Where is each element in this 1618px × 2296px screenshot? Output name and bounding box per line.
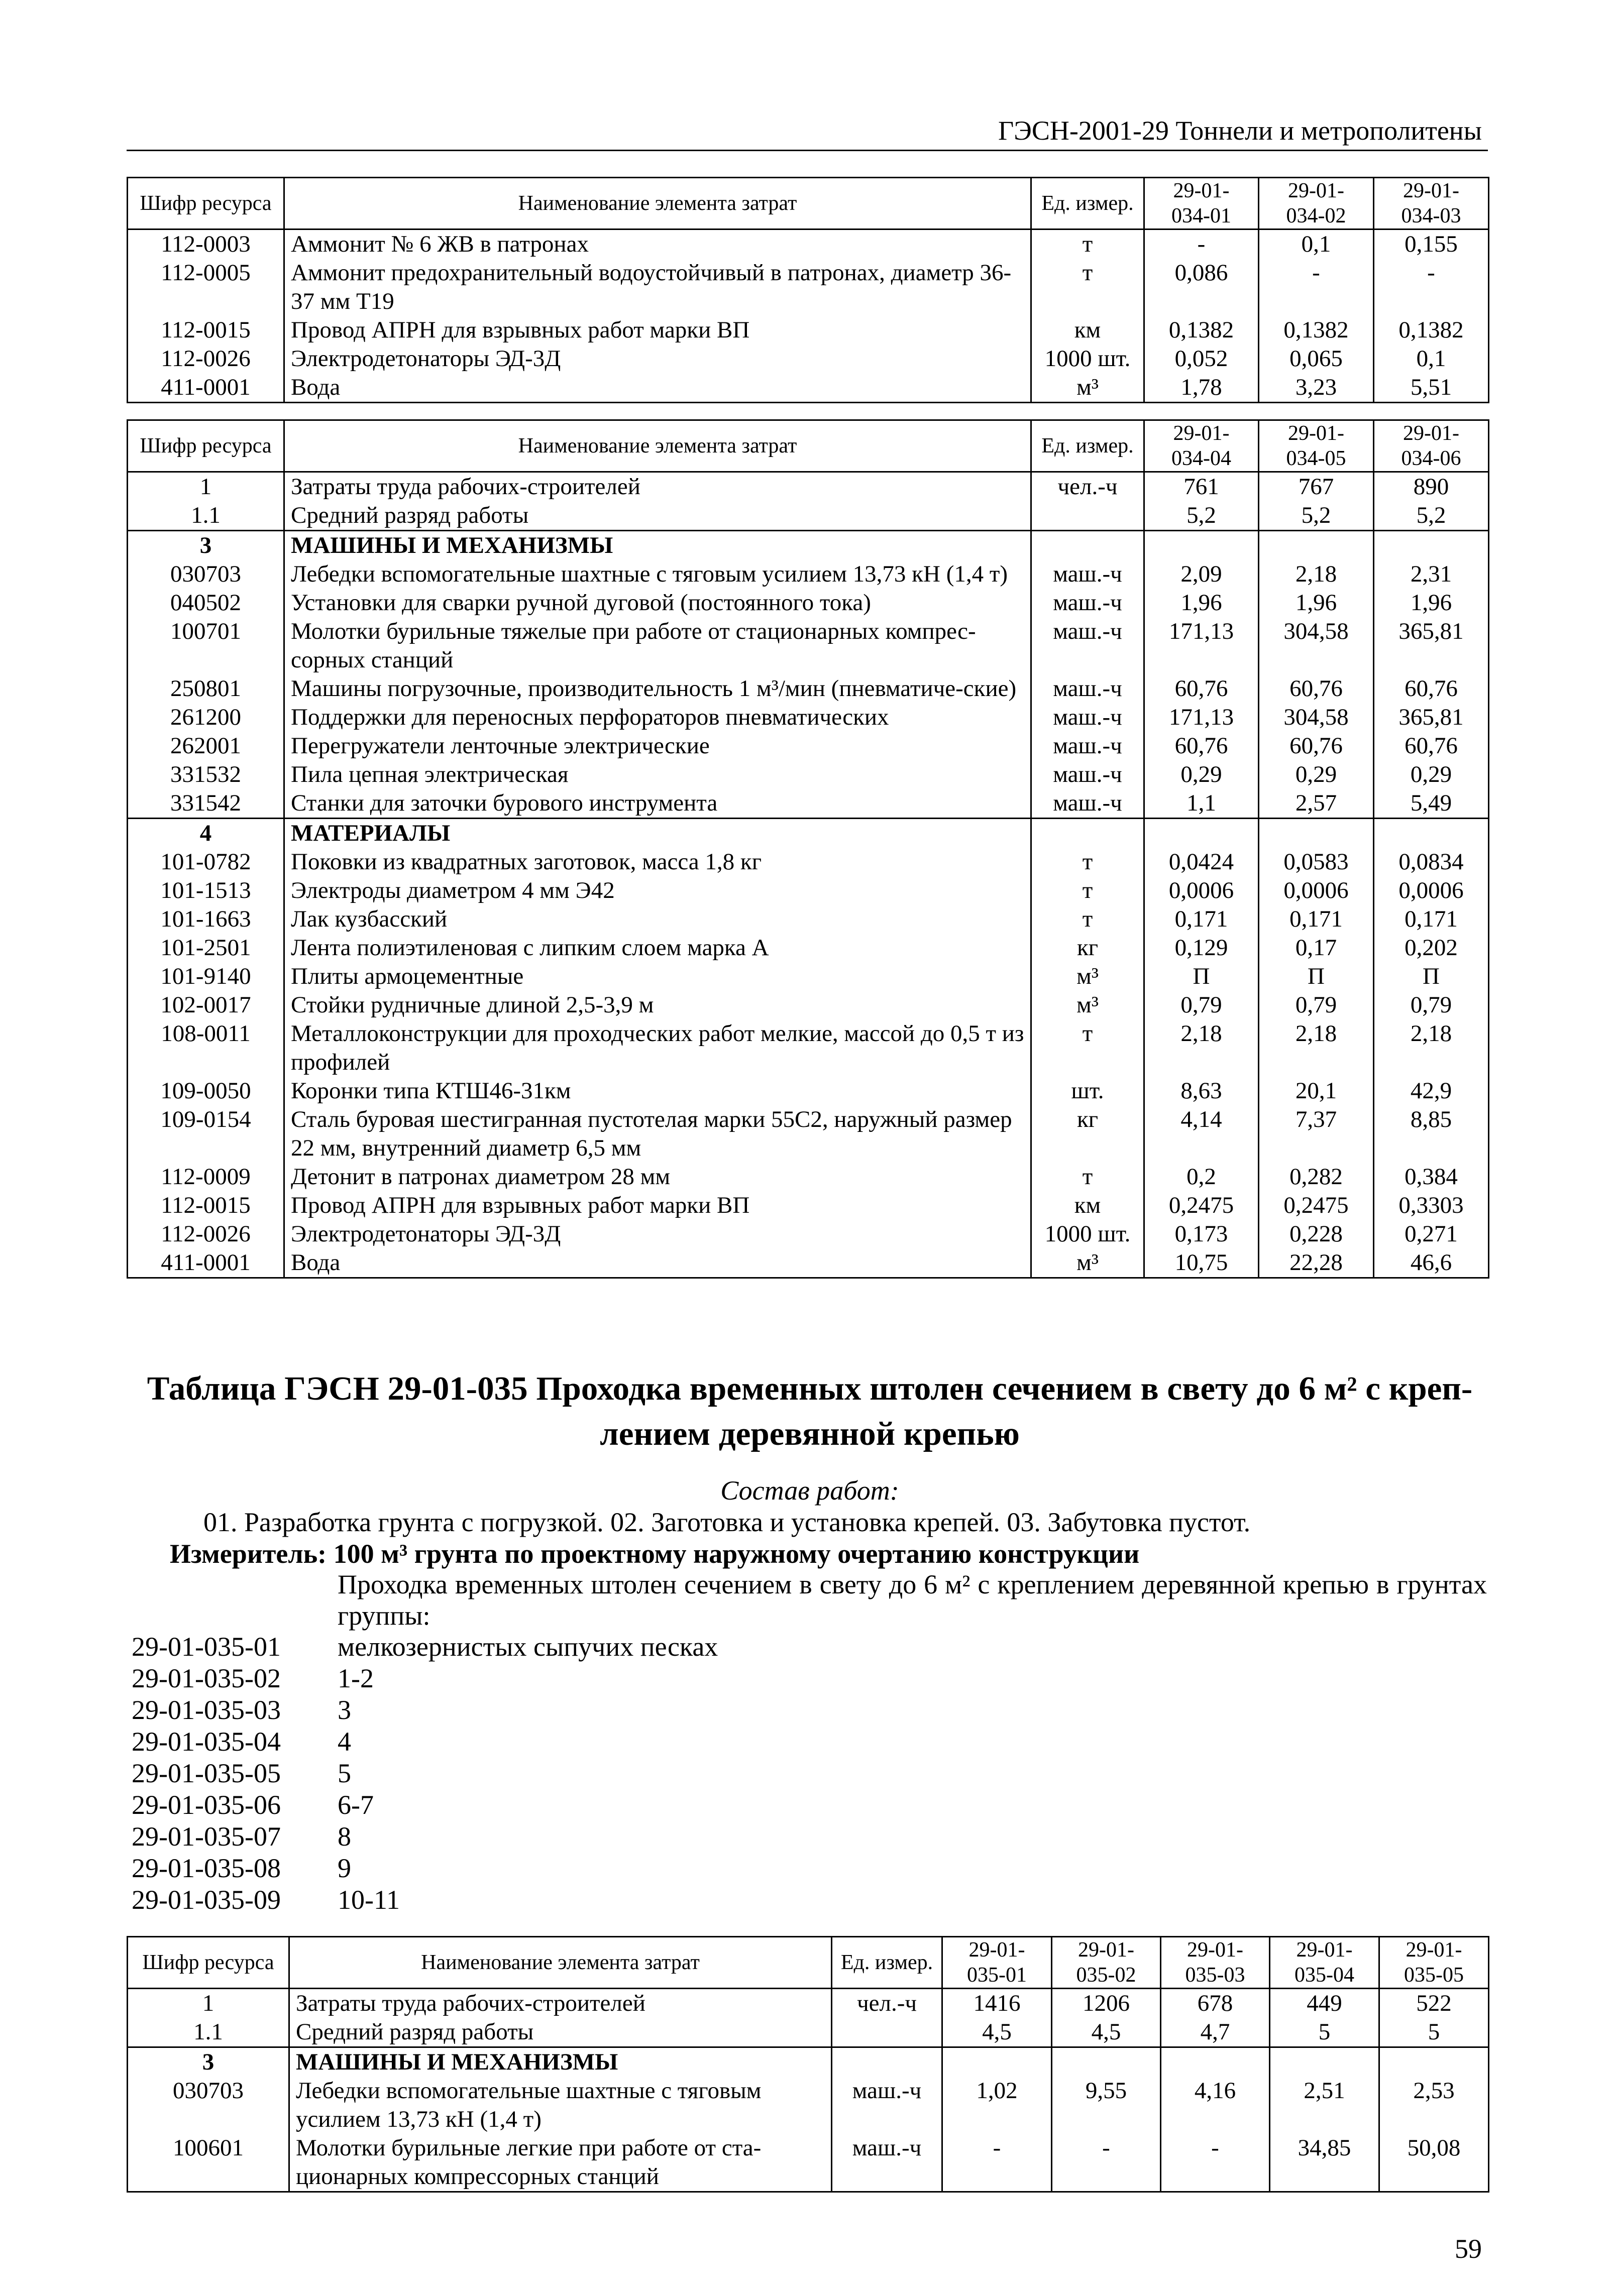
header-name: Наименование элемента затрат (284, 178, 1031, 229)
table-row: 112-0015 Провод АПРН для взрывных работ марки ВП км 0,2475 0,2475 0,3303 (128, 1191, 1489, 1220)
header-col: 29-01- 035-02 (1052, 1937, 1161, 1989)
table-row: 262001 Перегружатели ленточные электрические маш.-ч 60,76 60,76 60,76 (128, 732, 1489, 760)
header-col: 29-01- 035-03 (1161, 1937, 1270, 1989)
resource-table-034-b (127, 419, 1489, 1279)
table-row: 112-0026 Электродетонаторы ЭД-3Д 1000 шт. 0,173 0,228 0,271 (128, 1220, 1489, 1248)
table-row: 030703 Лебедки вспомогательные шахтные с тяговым усилием 13,73 кН (1,4 т) маш.-ч 1,02 9,55 4,16 2,51 2,53 (128, 2077, 1489, 2134)
table-row: 040502 Установки для сварки ручной дуговой (постоянного тока) маш.-ч 1,96 1,96 1,96 (128, 589, 1489, 617)
header-col: 29-01- 035-04 (1270, 1937, 1379, 1989)
header-rule (127, 150, 1488, 151)
table-row: 411-0001 Вода м³ 10,75 22,28 46,6 (128, 1248, 1489, 1278)
section-row-materials: 4 МАТЕРИАЛЫ (128, 819, 1489, 848)
resource-table-035 (127, 1936, 1489, 2193)
table-row: 100601 Молотки бурильные легкие при работе от ста-ционарных компрессорных станций маш.-ч - - - 34,85 50,08 (128, 2134, 1489, 2192)
section-row-machines: 3 МАШИНЫ И МЕХАНИЗМЫ (128, 2047, 1489, 2077)
header-col: 29-01- 034-01 (1144, 178, 1259, 229)
header-col: 29-01- 034-02 (1259, 178, 1374, 229)
table-row: 102-0017 Стойки рудничные длиной 2,5-3,9 м м³ 0,79 0,79 0,79 (128, 991, 1489, 1019)
header-unit: Ед. измер. (832, 1937, 942, 1989)
header-col: 29-01- 034-05 (1259, 420, 1374, 472)
variant-row: 29-01-035-04 4 (132, 1727, 351, 1757)
header-col: 29-01- 034-04 (1144, 420, 1259, 472)
table-row: 1.1 Средний разряд работы 5,2 5,2 5,2 (128, 501, 1489, 531)
variant-row: 29-01-035-06 6-7 (132, 1790, 374, 1820)
table-row: 411-0001 Вода м³ 1,78 3,23 5,51 (128, 373, 1489, 403)
table-row: 101-2501 Лента полиэтиленовая с липким слоем марка А кг 0,129 0,17 0,202 (128, 934, 1489, 962)
table-row: 030703 Лебедки вспомогательные шахтные с тяговым усилием 13,73 кН (1,4 т) маш.-ч 2,09 2,18 2,31 (128, 560, 1489, 589)
table-row: 101-0782 Поковки из квадратных заготовок, масса 1,8 кг т 0,0424 0,0583 0,0834 (128, 848, 1489, 876)
table-row: 100701 Молотки бурильные тяжелые при работе от стационарных компрес-сорных станций маш.-ч 171,13 304,58 365,81 (128, 617, 1489, 674)
meter-line (170, 1537, 1486, 1570)
table-row: 112-0026 Электродетонаторы ЭД-3Д 1000 шт. 0,052 0,065 0,1 (128, 345, 1489, 373)
table-row: 112-0015 Провод АПРН для взрывных работ марки ВП км 0,1382 0,1382 0,1382 (128, 316, 1489, 345)
variant-row: 29-01-035-05 5 (132, 1758, 351, 1788)
table-row: 250801 Машины погрузочные, производительность 1 м³/мин (пневматиче-ские) маш.-ч 60,76 60,76 60,76 (128, 674, 1489, 703)
header-unit: Ед. измер. (1031, 420, 1144, 472)
table-row: 1 Затраты труда рабочих-строителей чел.-ч 761 767 890 (128, 472, 1489, 502)
variant-row: 29-01-035-03 3 (132, 1695, 351, 1725)
table-row: 1.1 Средний разряд работы 4,5 4,5 4,7 5 5 (128, 2018, 1489, 2047)
meter-value: 100 м³ грунта по проектному наружному очертанию конструкции (333, 1539, 1140, 1569)
table-row: 331532 Пила цепная электрическая маш.-ч 0,29 0,29 0,29 (128, 760, 1489, 789)
header-unit: Ед. измер. (1031, 178, 1144, 229)
table-row: 112-0009 Детонит в патронах диаметром 28 мм т 0,2 0,282 0,384 (128, 1163, 1489, 1191)
header-col: 29-01- 035-05 (1379, 1937, 1489, 1989)
variants-intro: Проходка временных штолен сечением в свету до 6 м² с креплением деревянной крепью в грунтах группы: (338, 1569, 1487, 1631)
table-caption: Таблица ГЭСН 29-01-035 Проходка временных штолен сечением в свету до 6 м² с креп-лением деревянной крепью (147, 1370, 1473, 1452)
running-header: ГЭСН-2001-29 Тоннели и метрополитены (998, 116, 1482, 146)
table-row: 112-0003 Аммонит № 6 ЖВ в патронах т - 0,1 0,155 (128, 229, 1489, 259)
variant-row: 29-01-035-02 1-2 (132, 1663, 374, 1693)
header-code: Шифр ресурса (128, 420, 284, 472)
table-row: 109-0154 Сталь буровая шестигранная пустотелая марки 55С2, наружный размер 22 мм, внутренний диаметр 6,5 мм кг 4,14 7,37 8,85 (128, 1105, 1489, 1163)
table-row: 112-0005 Аммонит предохранительный водоустойчивый в патронах, диаметр 36-37 мм Т19 т 0,086 - - (128, 259, 1489, 316)
table-row: 108-0011 Металлоконструкции для проходческих работ мелкие, массой до 0,5 т из профилей т 2,18 2,18 2,18 (128, 1019, 1489, 1077)
table-row: 101-9140 Плиты армоцементные м³ П П П (128, 962, 1489, 991)
table-row: 101-1513 Электроды диаметром 4 мм Э42 т 0,0006 0,0006 0,0006 (128, 876, 1489, 905)
header-col: 29-01- 034-06 (1374, 420, 1489, 472)
table-row: 261200 Поддержки для переносных перфораторов пневматических маш.-ч 171,13 304,58 365,81 (128, 703, 1489, 732)
variant-row: 29-01-035-01 мелкозернистых сыпучих песках (132, 1632, 718, 1662)
header-code: Шифр ресурса (128, 1937, 289, 1989)
meter-label: Измеритель: (170, 1539, 327, 1569)
table-row: 1 Затраты труда рабочих-строителей чел.-ч 1416 1206 678 449 522 (128, 1989, 1489, 2018)
header-col: 29-01- 035-01 (942, 1937, 1052, 1989)
variant-row: 29-01-035-09 10-11 (132, 1885, 400, 1915)
variant-row: 29-01-035-08 9 (132, 1853, 351, 1883)
table-row: 331542 Станки для заточки бурового инструмента маш.-ч 1,1 2,57 5,49 (128, 789, 1489, 819)
header-code: Шифр ресурса (128, 178, 284, 229)
header-name: Наименование элемента затрат (284, 420, 1031, 472)
composition-title: Состав работ: (720, 1475, 899, 1506)
header-col: 29-01- 034-03 (1374, 178, 1489, 229)
header-name: Наименование элемента затрат (289, 1937, 832, 1989)
variant-row: 29-01-035-07 8 (132, 1821, 351, 1852)
composition-text: 01. Разработка грунта с погрузкой. 02. Заготовка и установка крепей. 03. Забутовка пустот. (203, 1507, 1251, 1537)
table-row: 109-0050 Коронки типа КТШ46-31км шт. 8,63 20,1 42,9 (128, 1077, 1489, 1105)
table-row: 101-1663 Лак кузбасский т 0,171 0,171 0,171 (128, 905, 1489, 934)
page-number: 59 (1455, 2234, 1482, 2264)
resource-table-034-a (127, 177, 1489, 403)
section-row-machines: 3 МАШИНЫ И МЕХАНИЗМЫ (128, 531, 1489, 560)
